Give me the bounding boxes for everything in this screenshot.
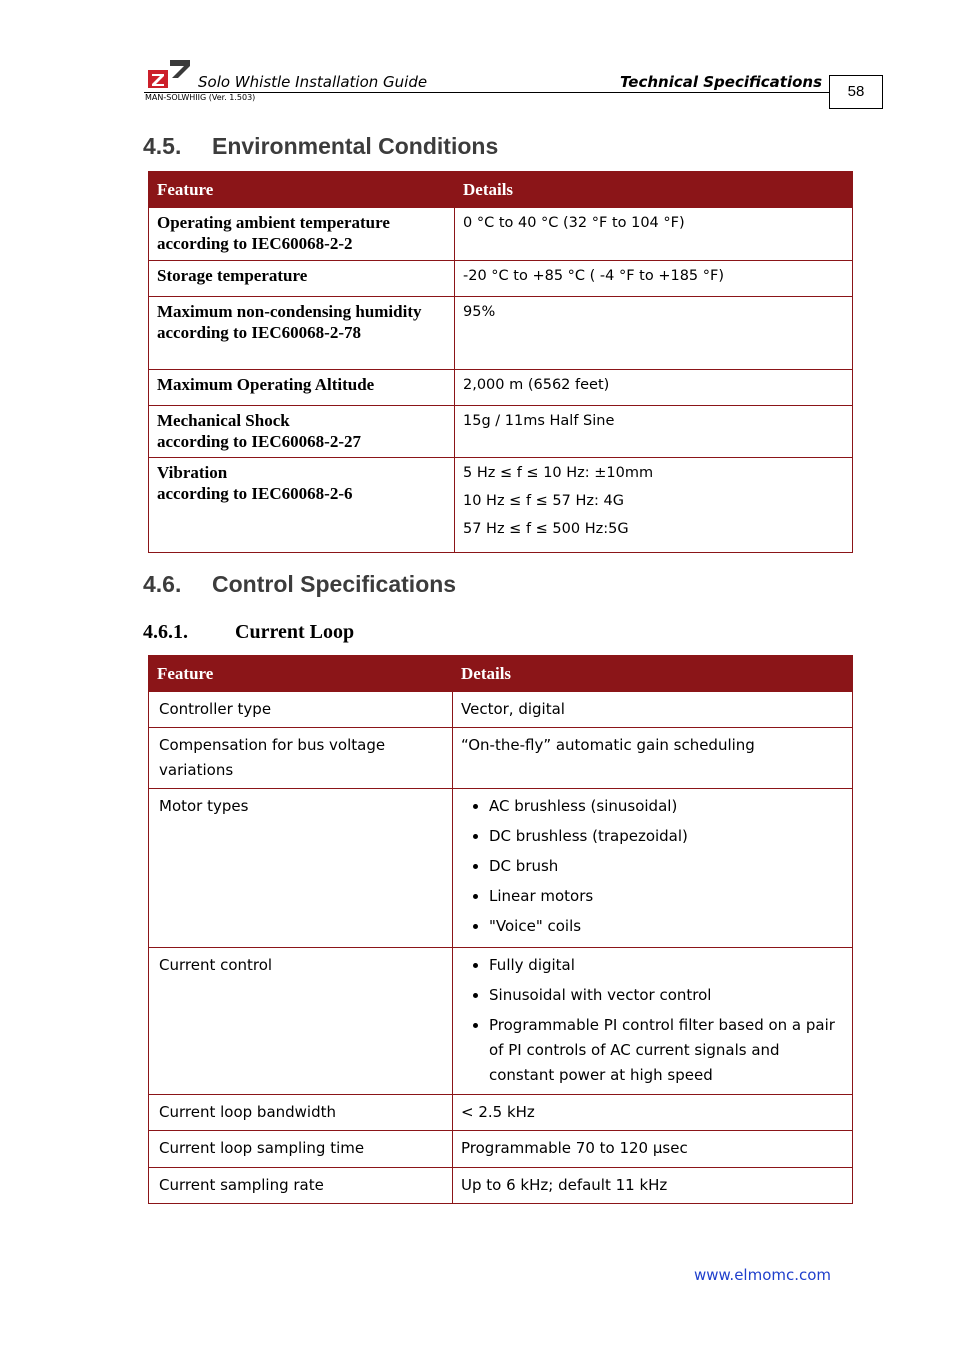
details-cell [453, 948, 853, 1095]
motor-types-list [461, 794, 842, 939]
table-row [149, 789, 853, 948]
details-text: 0 °C to 40 °C (32 °F to 104 °F) [463, 215, 685, 231]
feature-cell: Current loop bandwidth [149, 1095, 453, 1131]
feature-cell [149, 261, 455, 297]
details-cell [455, 208, 853, 261]
env-conditions-table [148, 171, 853, 553]
details-cell: “On-the-fly” automatic gain scheduling [453, 728, 853, 789]
col-header-feature: Feature [149, 172, 455, 208]
elmo-logo [148, 58, 190, 88]
feature-text: according to IEC60068-2-6 [157, 483, 353, 503]
details-text: 2,000 m (6562 feet) [463, 377, 610, 393]
header-doc-title: Solo Whistle Installation Guide [198, 73, 428, 91]
details-text: 95% [463, 304, 496, 320]
page-number: 58 [829, 75, 883, 109]
list-item: • "Voice" coils [489, 914, 842, 939]
feature-text: Operating ambient temperature [157, 213, 390, 232]
list-item: • Sinusoidal with vector control [489, 983, 842, 1008]
feature-text: according to IEC60068-2-78 [157, 322, 361, 342]
table-row [149, 406, 853, 458]
feature-text: Storage temperature [157, 266, 308, 285]
section-heading-control [143, 571, 456, 598]
details-cell [455, 406, 853, 458]
table-row [149, 261, 853, 297]
table-row [149, 370, 853, 406]
details-cell: Programmable 70 to 120 μsec [453, 1131, 853, 1168]
details-cell: Vector, digital [453, 692, 853, 728]
current-control-list [461, 953, 842, 1088]
table-row [149, 692, 853, 728]
section-heading-env [143, 133, 498, 160]
feature-text: Maximum non-condensing humidity [157, 302, 422, 321]
feature-cell: Current loop sampling time [149, 1131, 453, 1168]
details-cell: < 2.5 kHz [453, 1095, 853, 1131]
subsection-title: Current Loop [235, 621, 355, 643]
table-row [149, 728, 853, 789]
col-header-details: Details [453, 656, 853, 692]
footer-website-link[interactable]: www.elmomc.com [694, 1266, 832, 1284]
feature-text: Maximum Operating Altitude [157, 375, 375, 394]
list-item: • Linear motors [489, 884, 842, 909]
table-row [149, 297, 853, 370]
list-item: • Fully digital [489, 953, 842, 978]
feature-cell [149, 370, 455, 406]
list-item: • AC brushless (sinusoidal) [489, 794, 842, 819]
current-loop-table [148, 655, 853, 1204]
table-row [149, 458, 853, 553]
section-title: Environmental Conditions [212, 133, 499, 159]
col-header-details: Details [455, 172, 853, 208]
header-section-title: Technical Specifications [620, 73, 823, 91]
feature-cell: Compensation for bus voltage variations [149, 728, 453, 789]
details-cell [455, 458, 853, 553]
section-number: 4.6. [143, 571, 182, 597]
feature-cell [149, 458, 455, 553]
feature-text: Mechanical Shock [157, 411, 290, 430]
section-number: 4.5. [143, 133, 182, 159]
table-row [149, 948, 853, 1095]
feature-cell [149, 406, 455, 458]
section-title: Control Specifications [212, 571, 457, 597]
feature-cell: Motor types [149, 789, 453, 948]
feature-text: Vibration [157, 463, 228, 482]
feature-cell: Current sampling rate [149, 1168, 453, 1204]
table-row [149, 1168, 853, 1204]
list-item: • DC brush [489, 854, 842, 879]
table-row [149, 1095, 853, 1131]
feature-text: according to IEC60068-2-27 [157, 431, 361, 451]
feature-cell [149, 208, 455, 261]
table-row [149, 1131, 853, 1168]
feature-text: according to IEC60068-2-2 [157, 233, 353, 253]
table-row [149, 208, 853, 261]
feature-cell: Controller type [149, 692, 453, 728]
details-cell [455, 261, 853, 297]
details-cell [453, 789, 853, 948]
details-text: 5 Hz ≤ f ≤ 10 Hz: ±10mm [463, 465, 654, 481]
details-cell: Up to 6 kHz; default 11 kHz [453, 1168, 853, 1204]
details-cell [455, 370, 853, 406]
subsection-number: 4.6.1. [143, 621, 188, 643]
list-item: • Programmable PI control filter based on a pair of PI controls of AC current signals and constant power at high speed [489, 1013, 842, 1088]
table-header-row [149, 656, 853, 692]
table-header-row [149, 172, 853, 208]
subsection-heading-current-loop [143, 621, 354, 644]
details-text: 10 Hz ≤ f ≤ 57 Hz: 4G [463, 493, 624, 509]
feature-cell: Current control [149, 948, 453, 1095]
details-text: 57 Hz ≤ f ≤ 500 Hz:5G [463, 521, 629, 537]
details-text: -20 °C to +85 °C ( -4 °F to +185 °F) [463, 268, 725, 284]
details-cell [455, 297, 853, 370]
feature-cell [149, 297, 455, 370]
list-item: • DC brushless (trapezoidal) [489, 824, 842, 849]
details-text: 15g / 11ms Half Sine [463, 413, 615, 429]
header-doc-id: MAN-SOLWHIIG (Ver. 1.503) [145, 93, 256, 102]
col-header-feature: Feature [149, 656, 453, 692]
